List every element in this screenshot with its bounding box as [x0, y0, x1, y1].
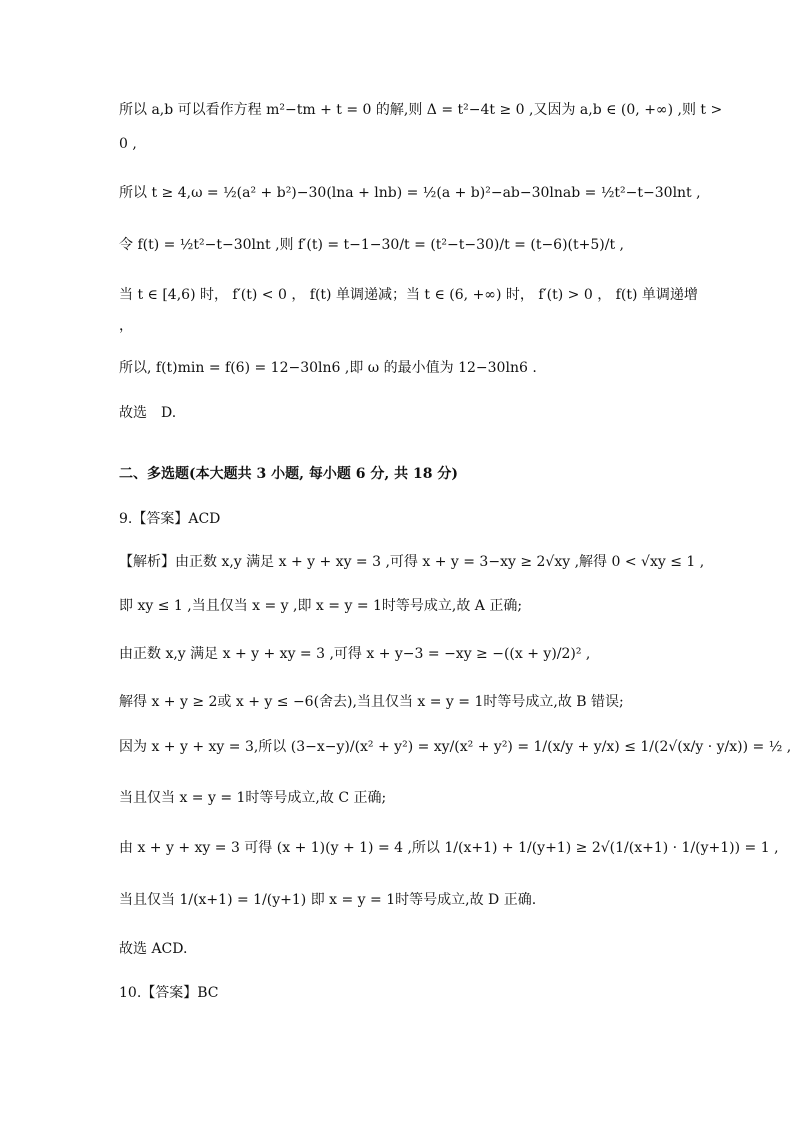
text-line: 故选 ACD.	[119, 941, 188, 957]
text-line: 当且仅当 1/(x+1) = 1/(y+1) 即 x = y = 1时等号成立,故 D 正确.	[119, 892, 537, 908]
text-line: 由正数 x,y 满足 x + y + xy = 3 ,可得 x + y−3 = −xy ≥ −((x + y)/2)² ,	[119, 646, 591, 662]
text-line: 当且仅当 x = y = 1时等号成立,故 C 正确;	[119, 790, 387, 806]
text-line: 令 f(t) = ½t²−t−30lnt ,则 f′(t) = t−1−30/t = (t²−t−30)/t = (t−6)(t+5)/t ,	[119, 237, 624, 253]
text-line: 解得 x + y ≥ 2或 x + y ≤ −6(舍去),当且仅当 x = y = 1时等号成立,故 B 错误;	[119, 694, 624, 710]
answer-heading: 10.【答案】BC	[119, 985, 219, 1001]
text-line: 所以 t ≥ 4,ω = ½(a² + b²)−30(lna + lnb) = ½(a + b)²−ab−30lnab = ½t²−t−30lnt ,	[119, 185, 701, 201]
section-heading: 二、多选题(本大题共 3 小题, 每小题 6 分, 共 18 分)	[119, 466, 458, 482]
text-line: 当 t ∈ [4,6) 时， f′(t) < 0 ， f(t) 单调递减；当 t ∈ (6, +∞) 时， f′(t) > 0 ， f(t) 单调递增	[119, 287, 698, 303]
text-line: ，	[119, 318, 133, 334]
text-line: 所以, f(t)min = f(6) = 12−30ln6 ,即 ω 的最小值为 12−30ln6 .	[119, 360, 537, 376]
text-line: 因为 x + y + xy = 3,所以 (3−x−y)/(x² + y²) = xy/(x² + y²) = 1/(x/y + y/x) ≤ 1/(2√(x/y · y/x)) = ½ ,	[119, 739, 792, 755]
text-line: 0 ,	[119, 136, 137, 152]
text-line: 即 xy ≤ 1 ,当且仅当 x = y ,即 x = y = 1时等号成立,故 A 正确;	[119, 598, 523, 614]
text-line: 【解析】由正数 x,y 满足 x + y + xy = 3 ,可得 x + y = 3−xy ≥ 2√xy ,解得 0 < √xy ≤ 1 ,	[119, 554, 705, 570]
answer-heading: 9.【答案】ACD	[119, 511, 221, 527]
text-line: 由 x + y + xy = 3 可得 (x + 1)(y + 1) = 4 ,所以 1/(x+1) + 1/(y+1) ≥ 2√(1/(x+1) · 1/(y+1)) = 1 ,	[119, 840, 779, 856]
text-line: 所以 a,b 可以看作方程 m²−tm + t = 0 的解,则 Δ = t²−4t ≥ 0 ,又因为 a,b ∈ (0, +∞) ,则 t >	[119, 102, 723, 118]
text-line: 故选 D.	[119, 405, 177, 421]
